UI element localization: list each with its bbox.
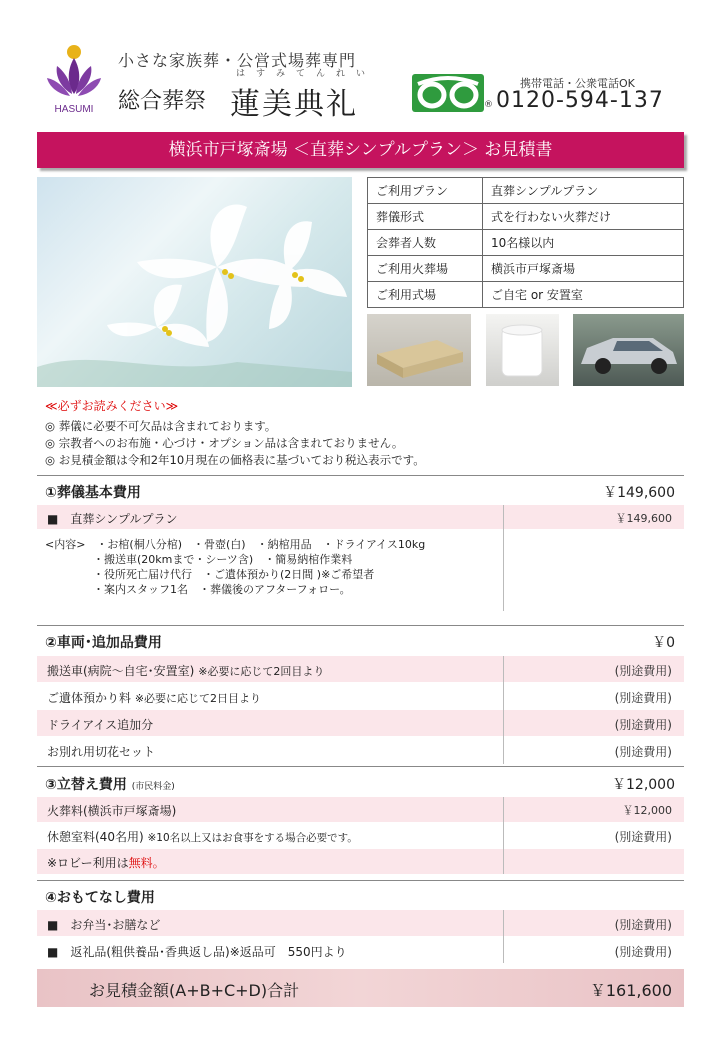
hearse-photo: [573, 314, 684, 386]
item-label: ■ お弁当･お膳など: [47, 918, 161, 932]
section-total: ￥0: [652, 635, 675, 651]
notice-heading: ≪必ずお読みください≫: [45, 399, 179, 413]
info-value: 式を行わない火葬だけ: [483, 204, 684, 230]
table-row: [37, 737, 684, 763]
info-value: 直葬シンプルプラン: [483, 178, 684, 204]
tagline: 小さな家族葬・公営式場葬専門: [118, 51, 357, 70]
item-price: (別途費用): [614, 691, 672, 705]
info-key: ご利用式場: [368, 282, 483, 308]
item-price: (別途費用): [614, 718, 672, 732]
contents-line: ・搬送車(20kmまで・シーツ含) ・簡易納棺作業料: [93, 553, 353, 566]
section-title: ①葬儀基本費用: [45, 485, 141, 501]
item-price: (別途費用): [614, 918, 672, 932]
item-label: お別れ用切花セット: [47, 745, 156, 759]
section-title: ④おもてなし費用: [45, 890, 155, 906]
info-value: 横浜市戸塚斎場: [483, 256, 684, 282]
item-price: (別途費用): [614, 664, 672, 678]
grand-total-bar: [37, 969, 684, 1007]
lotus-logo: [45, 40, 103, 116]
table-row: [37, 823, 684, 848]
brand-main: 蓮美典礼: [230, 87, 358, 122]
contents-line: <内容> ・お棺(桐八分棺) ・骨壺(白) ・納棺用品 ・ドライアイス10kg: [45, 538, 426, 551]
phone-number[interactable]: 0120-594-137: [496, 88, 664, 113]
item-label: ご遺体預かり料: [47, 691, 132, 705]
table-row: [37, 910, 684, 936]
free-dial-icon: [412, 74, 484, 112]
info-key: ご利用プラン: [368, 178, 483, 204]
info-key: 葬儀形式: [368, 204, 483, 230]
plan-info-table: [367, 177, 684, 308]
info-value: 10名様以内: [483, 230, 684, 256]
item-price: ￥149,600: [615, 512, 672, 525]
brand-ruby: はすみてんれい: [236, 69, 377, 79]
item-note: ※必要に応じて2日目より: [134, 692, 262, 705]
table-row: [37, 505, 684, 529]
item-label: ■ 直葬シンプルプラン: [47, 512, 178, 526]
item-label: ドライアイス追加分: [47, 718, 154, 732]
item-price: (別途費用): [614, 745, 672, 759]
table-row: [37, 797, 684, 822]
notice-line: ◎ 葬儀に必要不可欠品は含まれております。: [45, 419, 277, 433]
lily-photo: [37, 177, 352, 387]
notice-line: ◎ 宗教者へのお布施・心づけ・オプション品は含まれておりません。: [45, 436, 404, 450]
table-row: [368, 256, 684, 282]
lobby-free: 無料。: [128, 856, 165, 870]
item-price: ￥12,000: [622, 804, 672, 817]
grand-total-label: お見積金額(A+B+C+D)合計: [89, 981, 300, 1000]
plan-contents: [45, 537, 425, 597]
table-row: [37, 710, 684, 736]
info-key: 会葬者人数: [368, 230, 483, 256]
urn-photo: [486, 314, 559, 386]
page-title: 横浜市戸塚斎場 ＜直葬シンプルプラン＞ お見積書: [37, 132, 684, 168]
coffin-photo: [367, 314, 471, 386]
item-note: ※10名以上又はお食事をする場合必要です。: [147, 832, 358, 844]
lobby-note: ※ロビー利用は: [47, 856, 129, 870]
section-title: ②車両･追加品費用: [45, 635, 162, 651]
logo-text: HASUMI: [54, 104, 94, 115]
registered-mark-icon: ®: [484, 100, 493, 110]
section-total: ￥149,600: [603, 485, 675, 501]
item-note: ※必要に応じて2回目より: [198, 665, 325, 678]
section-title: [45, 774, 175, 794]
section-title-note: (市民料金): [131, 782, 175, 792]
notice-line: ◎ お見積金額は令和2年10月現在の価格表に基づいており税込表示です。: [45, 453, 425, 467]
info-value: ご自宅 or 安置室: [483, 282, 684, 308]
table-row: [37, 849, 684, 874]
section-total: ￥12,000: [612, 777, 675, 793]
item-label: ■ 返礼品(粗供養品･香典返し品)※返品可 550円より: [47, 945, 347, 959]
item-price: (別途費用): [614, 830, 672, 844]
grand-total-value: ￥161,600: [589, 981, 672, 1000]
table-row: [37, 683, 684, 709]
table-row: [37, 937, 684, 963]
contents-line: ・役所死亡届け代行 ・ご遺体預かり(2日間 )※ご希望者: [93, 568, 375, 581]
item-label: 休憩室料(40名用): [47, 830, 144, 844]
item-label: 搬送車(病院～自宅･安置室): [47, 664, 195, 678]
contents-line: ・案内スタッフ1名 ・葬儀後のアフターフォロー。: [93, 583, 351, 596]
brand-sub: 総合葬祭: [118, 89, 207, 114]
table-row: [368, 282, 684, 308]
item-label: 火葬料(横浜市戸塚斎場): [47, 804, 177, 818]
info-key: ご利用火葬場: [368, 256, 483, 282]
phone-note: 携帯電話・公衆電話OK: [520, 77, 635, 90]
table-row: [368, 230, 684, 256]
table-row: [368, 204, 684, 230]
section-title-text: ③立替え費用: [45, 777, 127, 793]
item-price: (別途費用): [614, 945, 672, 959]
table-row: [368, 178, 684, 204]
table-row: [37, 656, 684, 682]
